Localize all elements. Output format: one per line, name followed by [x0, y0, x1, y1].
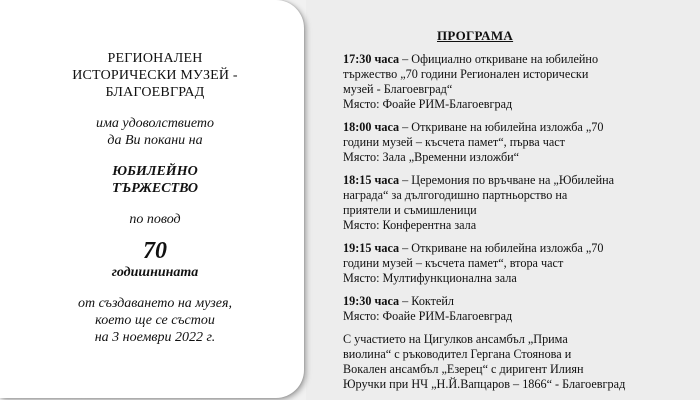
schedule-text: – Коктейл — [399, 294, 455, 308]
schedule-entry-2 — [343, 120, 633, 165]
schedule-entry-3-line-4: Място: Конферентна зала — [343, 218, 477, 232]
schedule-entry-4-line-3: Място: Мултифункционална зала — [343, 271, 517, 285]
anniversary-number: 70 — [143, 238, 167, 264]
schedule-entry-5 — [343, 294, 633, 324]
participants-line-1: С участието на Цигулков ансамбъл „Прима — [343, 332, 568, 346]
participants-line-3: Вокален ансамбъл „Езерец“ с диригент Илиян — [343, 362, 584, 376]
closing-line-2: което ще се състои — [95, 313, 215, 328]
schedule-entry-4-line-1 — [343, 241, 633, 256]
schedule-entry-4-line-2: години музей – късчета памет“, втора част — [343, 256, 564, 270]
invite-line-2: да Ви покани на — [107, 133, 203, 148]
schedule-text: – Откриване на юбилейна изложба „70 — [399, 241, 604, 255]
schedule-entry-5-line-2: Място: Фоайе РИМ-Благоевград — [343, 309, 513, 323]
invitation-card — [0, 0, 304, 398]
schedule-time: 17:30 часа — [343, 52, 400, 66]
schedule-time: 19:30 часа — [343, 294, 400, 308]
schedule-text: – Официално откриване на юбилейно — [399, 52, 599, 66]
schedule-entry-1-line-4: Място: Фоайе РИМ-Благоевград — [343, 97, 513, 111]
schedule-entry-3-line-2: награда“ за дългогодишно партньорство на — [343, 188, 568, 202]
participants-line-4: Юручки при НЧ „Н.Й.Вапцаров – 1866“ - Благоевград — [343, 377, 626, 391]
museum-name-line-2: ИСТОРИЧЕСКИ МУЗЕЙ - — [72, 68, 238, 83]
schedule-entry-1 — [343, 52, 633, 112]
schedule-entry-1-line-3: музей - Благоевград“ — [343, 82, 453, 96]
anniversary-word: годишнината — [111, 265, 199, 280]
invitation-text — [40, 50, 270, 346]
closing-line-3: на 3 ноември 2022 г. — [94, 330, 216, 345]
event-title-line-2: ТЪРЖЕСТВО — [112, 181, 198, 196]
schedule-time: 18:15 часа — [343, 173, 400, 187]
schedule-entry-2-line-1 — [343, 120, 633, 135]
museum-name-line-3: БЛАГОЕВГРАД — [105, 85, 205, 100]
schedule-time: 19:15 часа — [343, 241, 400, 255]
program-title: ПРОГРАМА — [437, 28, 514, 43]
schedule-entry-2-line-3: Място: Зала „Временни изложби“ — [343, 150, 520, 164]
schedule-entry-3-line-3: приятели и съмишленици — [343, 203, 477, 217]
event-title-line-1: ЮБИЛЕЙНО — [112, 164, 198, 179]
schedule-entry-3-line-1 — [343, 173, 633, 188]
invite-line-1: има удоволствието — [95, 116, 215, 131]
schedule-participants — [343, 332, 633, 392]
schedule-entry-4 — [343, 241, 633, 286]
schedule-entry-1-line-1 — [343, 52, 633, 67]
schedule-text: – Церемония по връчване на „Юбилейна — [399, 173, 615, 187]
schedule-entry-5-line-1 — [343, 294, 633, 309]
occasion-text: по повод — [129, 212, 181, 227]
schedule-text: – Откриване на юбилейна изложба „70 — [399, 120, 604, 134]
participants-line-2: виолина“ с ръководител Гергана Стоянова и — [343, 347, 572, 361]
museum-name — [40, 50, 270, 101]
museum-name-line-1: РЕГИОНАЛЕН — [107, 51, 203, 66]
program-schedule — [343, 52, 633, 392]
schedule-time: 18:00 часа — [343, 120, 400, 134]
schedule-entry-3 — [343, 173, 633, 233]
closing-line-1: от създаването на музея, — [78, 296, 232, 311]
schedule-entry-2-line-2: години музей – късчета памет“, първа част — [343, 135, 565, 149]
schedule-entry-1-line-2: тържество „70 години Регионален исторически — [343, 67, 589, 81]
